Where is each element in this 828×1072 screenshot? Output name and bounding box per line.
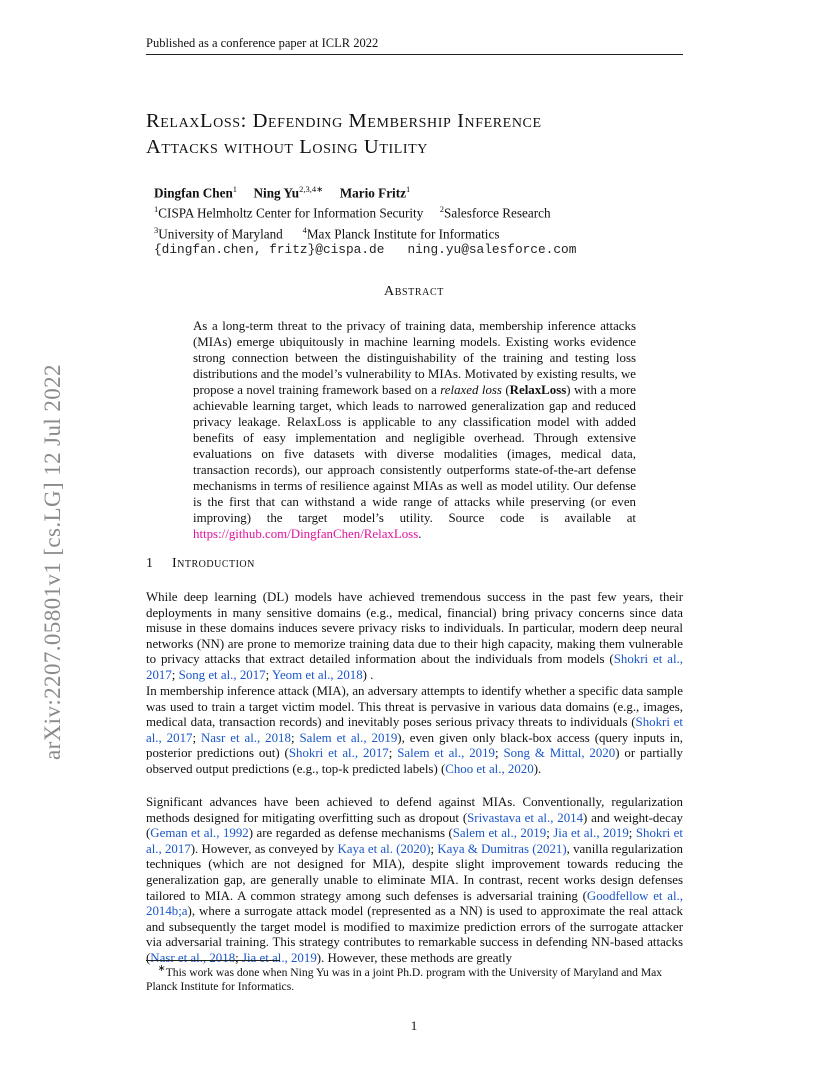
text: While deep learning (DL) models have achieved tremendous success in the past few years, their deployments in many sensitive domains (e.g., medical, financial) bring privacy concerns since data misuse in these domains induces severe privacy risks to individuals. In particular, modern deep neural networks (NN) are prone to memorize training data due to their high capacity, making them vulnerable to privacy attacks that extract detailed information about the individuals from models ( [146, 590, 683, 667]
title-line-1: RelaxLoss: Defending Membership Inference [146, 110, 542, 132]
footnote [146, 962, 683, 994]
text: ) or partially observed output predictions (e.g., top-k predicted labels) ( [146, 746, 683, 776]
citation-link[interactable]: Srivastava et al., 2014 [467, 810, 584, 825]
text: ). However, as conveyed by [190, 841, 338, 856]
email: ning.yu@salesforce.com [407, 242, 577, 258]
affiliation: Max Planck Institute for Informatics [306, 226, 500, 242]
abstract-text: ( [501, 383, 510, 397]
citation-link[interactable]: Nasr et al., 2018 [150, 950, 236, 965]
footnote-rule [146, 960, 280, 961]
author-names [154, 181, 684, 201]
text: ). However, these methods are greatly [316, 950, 513, 965]
email-line [154, 242, 684, 258]
citation-link[interactable]: Shokri et al., 2017 [146, 826, 683, 856]
author-name: Dingfan Chen [154, 185, 233, 201]
affiliation-line [154, 222, 684, 242]
citation-link[interactable]: Nasr et al., 2018 [200, 730, 291, 745]
section-title: Introduction [172, 556, 255, 571]
text: ; [546, 826, 554, 841]
affiliation-sup: 2 [439, 204, 445, 215]
abstract-italic: relaxed loss [440, 383, 502, 397]
footnote-text: This work was done when Ning Yu was in a joint Ph.D. program with the University of Maryland and Max Planck Institute for Informatics. [146, 965, 663, 993]
text: ) and weight-decay ( [146, 810, 683, 841]
text: ; [388, 746, 398, 761]
title-line-2: Attacks without Losing Utility [146, 136, 429, 158]
citation-link[interactable]: Shokri et al., 2017 [288, 746, 389, 761]
text: ; [235, 950, 242, 965]
citation-link[interactable]: Song & Mittal, 2020 [503, 746, 616, 761]
text: ), even given only black-box access (query inputs in, posterior predictions out) ( [146, 730, 683, 761]
citation-link[interactable]: Kaya et al. (2020) [337, 841, 431, 856]
citation-link[interactable]: Song et al., 2017 [178, 667, 266, 682]
author-sup: 1 [232, 184, 238, 194]
text: ; [628, 826, 636, 841]
abstract-text: ) with a more achievable learning target, which leads to narrowed generalization gap and reduced privacy leakage. RelaxLoss is applicable to any classification model with added benefits of easy implementation and negligible overhead. Through extensive evaluations on five datasets with diverse modalities (images, medical data, transaction records), our approach consistently outperforms state-of-the-art defense mechanisms in terms of resilience against MIAs as well as model utility. Our defense is the first that can withstand a wide range of attacks while preserving (or even improving) the target model’s utility. Source code is available at [193, 383, 636, 525]
abstract-text: As a long-term threat to the privacy of training data, membership inference attacks (MIAs) emerge ubiquitously in machine learning models. Existing works evidence strong connection between the distinguishability of the training and testing loss distributions and the model’s vulnerability to MIAs. Motivated by existing results, we propose a novel training framework based on a [193, 319, 636, 397]
page-number: 1 [410, 1018, 418, 1033]
author-sup: 1 [405, 184, 411, 194]
section-heading [146, 556, 255, 572]
paragraph-2 [146, 684, 683, 778]
citation-link[interactable]: Yeom et al., 2018 [271, 667, 363, 682]
citation-link[interactable]: Goodfellow et al., 2014b;a [146, 888, 683, 919]
abstract-text: . [418, 527, 422, 541]
author-block [154, 181, 684, 258]
citation-link[interactable]: Salem et al., 2019 [397, 746, 495, 761]
text: , vanilla regularization techniques (which are not designed for MIA), despite slight improvement towards reducing the generalization gap, are generally unable to eliminate MIA. In contrast, recent works design defenses tailored to MIA. A common strategy among such defenses is adversarial training ( [146, 841, 684, 903]
citation-link[interactable]: Salem et al., 2019 [299, 730, 398, 745]
text: Significant advances have been achieved to defend against MIAs. Conventionally, regularization methods designed for mitigating overfitting such as dropout ( [146, 795, 683, 825]
section-number: 1 [146, 556, 154, 571]
paragraph-1 [146, 590, 683, 684]
affiliation-line [154, 201, 684, 221]
footnote-mark: ∗ [157, 963, 166, 974]
text: ; [430, 841, 438, 856]
arxiv-stamp: arXiv:2207.05801v1 [cs.LG] 12 Jul 2022 [40, 364, 65, 760]
abstract-heading: Abstract [384, 284, 444, 299]
running-header: Published as a conference paper at ICLR 2022 [146, 36, 379, 50]
text: ) . [362, 667, 374, 682]
paragraph-3 [146, 795, 683, 967]
affiliation-sup: 1 [154, 204, 159, 215]
affiliation: CISPA Helmholtz Center for Information Security [158, 205, 424, 221]
citation-link[interactable]: Shokri et al., 2017 [146, 715, 683, 745]
citation-link[interactable]: Salem et al., 2019 [452, 826, 547, 841]
text: ; [290, 730, 300, 745]
text: ; [265, 667, 272, 682]
citation-link[interactable]: Geman et al., 1992 [150, 826, 249, 841]
citation-link[interactable]: Shokri et al., 2017 [146, 652, 683, 682]
email: {dingfan.chen, fritz}@cispa.de [154, 242, 385, 258]
author-sup: 2,3,4∗ [299, 184, 324, 194]
citation-link[interactable]: Choo et al., 2020 [445, 761, 534, 776]
author-name: Ning Yu [253, 185, 300, 201]
abstract-body [193, 318, 636, 542]
text: ) are regarded as defense mechanisms ( [248, 826, 453, 841]
citation-link[interactable]: Kaya & Dumitras (2021) [437, 841, 567, 856]
affiliation-sup: 4 [302, 224, 307, 235]
text: ), where a surrogate attack model (represented as a NN) is used to approximate the real attack and subsequently the target model is modified to maximize prediction errors of the surrogate attacker via adversarial training. This strategy contributes to remarkable success in defending NN-based attacks ( [146, 904, 683, 965]
citation-link[interactable]: Jia et al., 2019 [241, 950, 317, 965]
author-name: Mario Fritz [339, 185, 406, 201]
text: In membership inference attack (MIA), an adversary attempts to identify whether a specific data sample was used to train a target victim model. This threat is pervasive in various data domains (e.g., images, medical data, transaction records) and inevitably poses serious privacy threats to individuals ( [146, 684, 683, 730]
affiliation: University of Maryland [158, 226, 283, 242]
text: ; [171, 667, 179, 682]
citation-link[interactable]: Jia et al., 2019 [553, 826, 629, 841]
abstract-bold: RelaxLoss [509, 383, 567, 397]
text: ; [192, 730, 201, 745]
affiliation-sup: 3 [154, 224, 159, 235]
header-rule [146, 54, 683, 55]
paper-title [146, 108, 706, 160]
text: ; [495, 746, 504, 761]
affiliation: Salesforce Research [444, 205, 551, 221]
text: ). [533, 761, 542, 776]
code-link[interactable]: https://github.com/DingfanChen/RelaxLoss [193, 527, 419, 541]
